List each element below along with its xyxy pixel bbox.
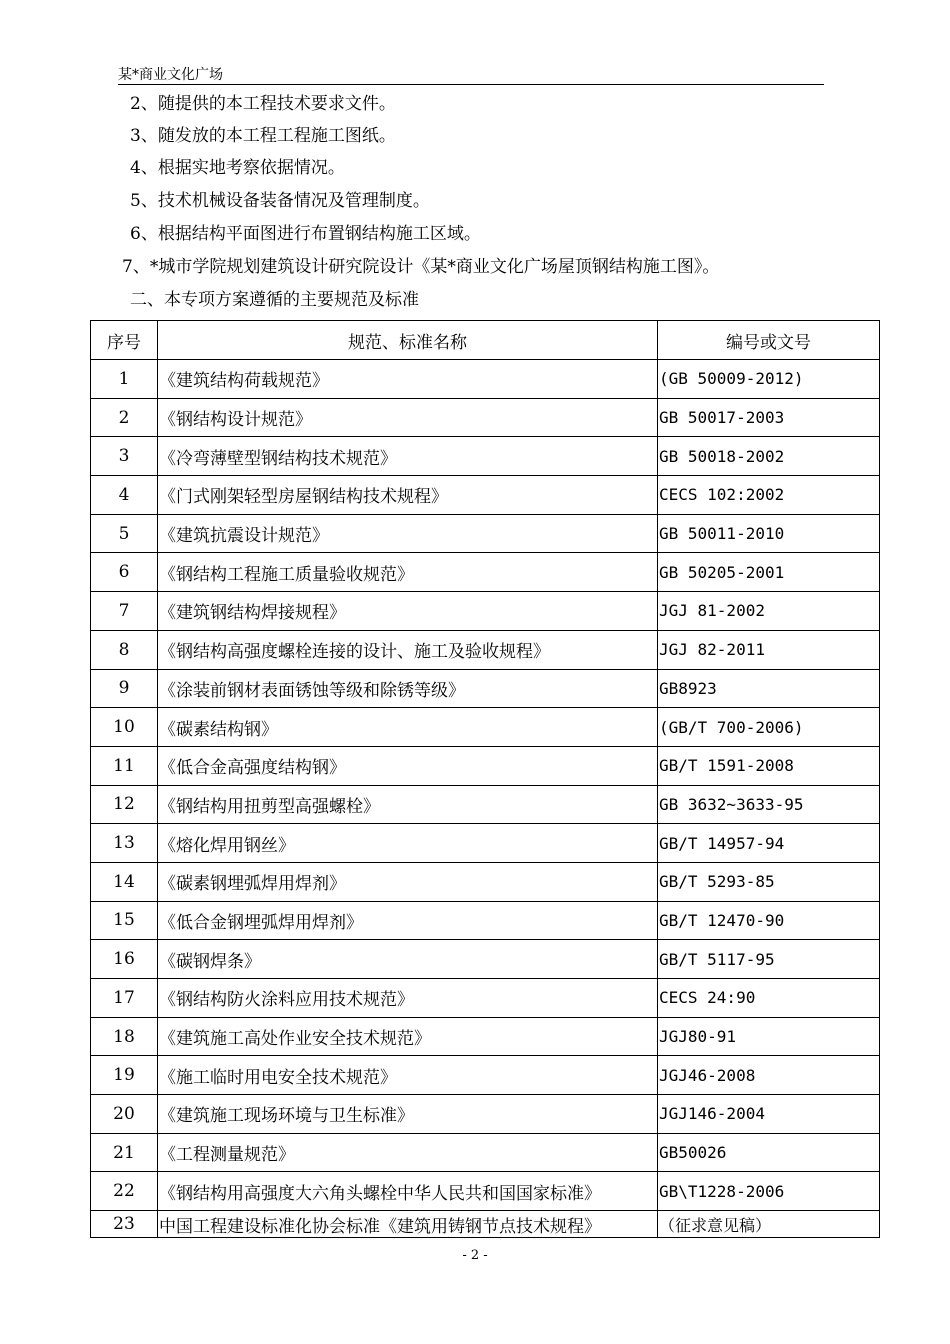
header-title: 某*商业文化广场 (118, 67, 223, 83)
row-index: 8 (91, 630, 158, 669)
row-standard-code: GB 50011-2010 (658, 514, 880, 553)
row-index: 23 (91, 1211, 158, 1238)
paragraph: 4、根据实地考察依据情况。 (130, 158, 345, 178)
row-standard-name: 中国工程建设标准化协会标准《建筑用铸钢节点技术规程》 (158, 1211, 658, 1238)
row-standard-name: 《冷弯薄壁型钢结构技术规范》 (158, 437, 658, 476)
row-standard-code: （征求意见稿） (658, 1211, 880, 1238)
paragraph: 6、根据结构平面图进行布置钢结构施工区域。 (130, 224, 481, 244)
row-standard-name: 《钢结构设计规范》 (158, 398, 658, 437)
table-row (91, 785, 880, 824)
row-standard-name: 《建筑施工现场环境与卫生标准》 (158, 1095, 658, 1134)
row-standard-name: 《施工临时用电安全技术规范》 (158, 1056, 658, 1095)
row-standard-name: 《低合金钢埋弧焊用焊剂》 (158, 901, 658, 940)
table-row (91, 1133, 880, 1172)
row-standard-name: 《工程测量规范》 (158, 1133, 658, 1172)
section-heading: 二、本专项方案遵循的主要规范及标准 (130, 290, 419, 310)
row-standard-code: GB\T1228-2006 (658, 1172, 880, 1211)
row-standard-name: 《建筑抗震设计规范》 (158, 514, 658, 553)
row-index: 17 (91, 979, 158, 1018)
row-standard-name: 《钢结构工程施工质量验收规范》 (158, 553, 658, 592)
row-standard-code: GB 3632~3633-95 (658, 785, 880, 824)
row-index: 3 (91, 437, 158, 476)
row-standard-name: 《钢结构防火涂料应用技术规范》 (158, 979, 658, 1018)
table-row (91, 746, 880, 785)
paragraph: 3、随发放的本工程工程施工图纸。 (130, 126, 396, 146)
row-standard-code: (GB 50009-2012) (658, 360, 880, 399)
table-row (91, 862, 880, 901)
row-standard-code: (GB/T 700-2006) (658, 708, 880, 747)
row-index: 13 (91, 824, 158, 863)
table-row (91, 553, 880, 592)
table-row (91, 1017, 880, 1056)
row-standard-code: GB/T 1591-2008 (658, 746, 880, 785)
row-standard-name: 《碳素结构钢》 (158, 708, 658, 747)
table-row (91, 592, 880, 631)
header-cell-code: 编号或文号 (658, 321, 880, 360)
table-header-row (91, 321, 880, 360)
row-standard-name: 《建筑钢结构焊接规程》 (158, 592, 658, 631)
row-standard-name: 《钢结构高强度螺栓连接的设计、施工及验收规程》 (158, 630, 658, 669)
row-standard-name: 《建筑结构荷载规范》 (158, 360, 658, 399)
row-index: 16 (91, 940, 158, 979)
row-standard-name: 《碳钢焊条》 (158, 940, 658, 979)
row-standard-name: 《涂装前钢材表面锈蚀等级和除锈等级》 (158, 669, 658, 708)
row-standard-code: CECS 24:90 (658, 979, 880, 1018)
table-row (91, 514, 880, 553)
row-index: 21 (91, 1133, 158, 1172)
table-row (91, 630, 880, 669)
table-row (91, 360, 880, 399)
paragraph: 2、随提供的本工程技术要求文件。 (130, 94, 396, 114)
row-index: 14 (91, 862, 158, 901)
row-index: 1 (91, 360, 158, 399)
table-row (91, 979, 880, 1018)
row-index: 11 (91, 746, 158, 785)
standards-table (90, 320, 880, 1238)
row-standard-code: GB/T 14957-94 (658, 824, 880, 863)
row-standard-name: 《碳素钢埋弧焊用焊剂》 (158, 862, 658, 901)
table-row (91, 901, 880, 940)
row-standard-code: GB 50018-2002 (658, 437, 880, 476)
row-index: 5 (91, 514, 158, 553)
row-index: 7 (91, 592, 158, 631)
paragraph: 5、技术机械设备装备情况及管理制度。 (130, 191, 430, 211)
table-row (91, 476, 880, 515)
paragraph: 7、*城市学院规划建筑设计研究院设计《某*商业文化广场屋顶钢结构施工图》。 (122, 257, 720, 277)
row-standard-code: GB/T 5293-85 (658, 862, 880, 901)
row-standard-name: 《建筑施工高处作业安全技术规范》 (158, 1017, 658, 1056)
row-index: 19 (91, 1056, 158, 1095)
table-body (91, 360, 880, 1238)
row-standard-code: JGJ 81-2002 (658, 592, 880, 631)
page-header (118, 66, 824, 85)
table-row (91, 1095, 880, 1134)
row-standard-name: 《钢结构用扭剪型高强螺栓》 (158, 785, 658, 824)
row-standard-code: JGJ 82-2011 (658, 630, 880, 669)
row-standard-name: 《钢结构用高强度大六角头螺栓中华人民共和国国家标准》 (158, 1172, 658, 1211)
table-row (91, 1211, 880, 1238)
row-index: 22 (91, 1172, 158, 1211)
row-standard-name: 《低合金高强度结构钢》 (158, 746, 658, 785)
row-standard-code: CECS 102:2002 (658, 476, 880, 515)
row-standard-code: JGJ46-2008 (658, 1056, 880, 1095)
row-index: 12 (91, 785, 158, 824)
row-standard-code: GB50026 (658, 1133, 880, 1172)
row-standard-code: GB 50205-2001 (658, 553, 880, 592)
row-standard-code: GB/T 5117-95 (658, 940, 880, 979)
row-standard-code: GB 50017-2003 (658, 398, 880, 437)
table-row (91, 669, 880, 708)
row-index: 6 (91, 553, 158, 592)
table-row (91, 1172, 880, 1211)
row-index: 4 (91, 476, 158, 515)
table-row (91, 940, 880, 979)
table-row (91, 398, 880, 437)
row-index: 20 (91, 1095, 158, 1134)
header-cell-name: 规范、标准名称 (158, 321, 658, 360)
row-index: 9 (91, 669, 158, 708)
header-cell-index: 序号 (91, 321, 158, 360)
row-index: 2 (91, 398, 158, 437)
row-index: 10 (91, 708, 158, 747)
row-index: 15 (91, 901, 158, 940)
row-standard-code: GB8923 (658, 669, 880, 708)
row-standard-code: JGJ80-91 (658, 1017, 880, 1056)
row-standard-code: JGJ146-2004 (658, 1095, 880, 1134)
table-row (91, 708, 880, 747)
row-standard-name: 《熔化焊用钢丝》 (158, 824, 658, 863)
row-standard-name: 《门式刚架轻型房屋钢结构技术规程》 (158, 476, 658, 515)
table-row (91, 1056, 880, 1095)
row-standard-code: GB/T 12470-90 (658, 901, 880, 940)
row-index: 18 (91, 1017, 158, 1056)
table-row (91, 437, 880, 476)
table-row (91, 824, 880, 863)
page-number: - 2 - (462, 1248, 488, 1263)
